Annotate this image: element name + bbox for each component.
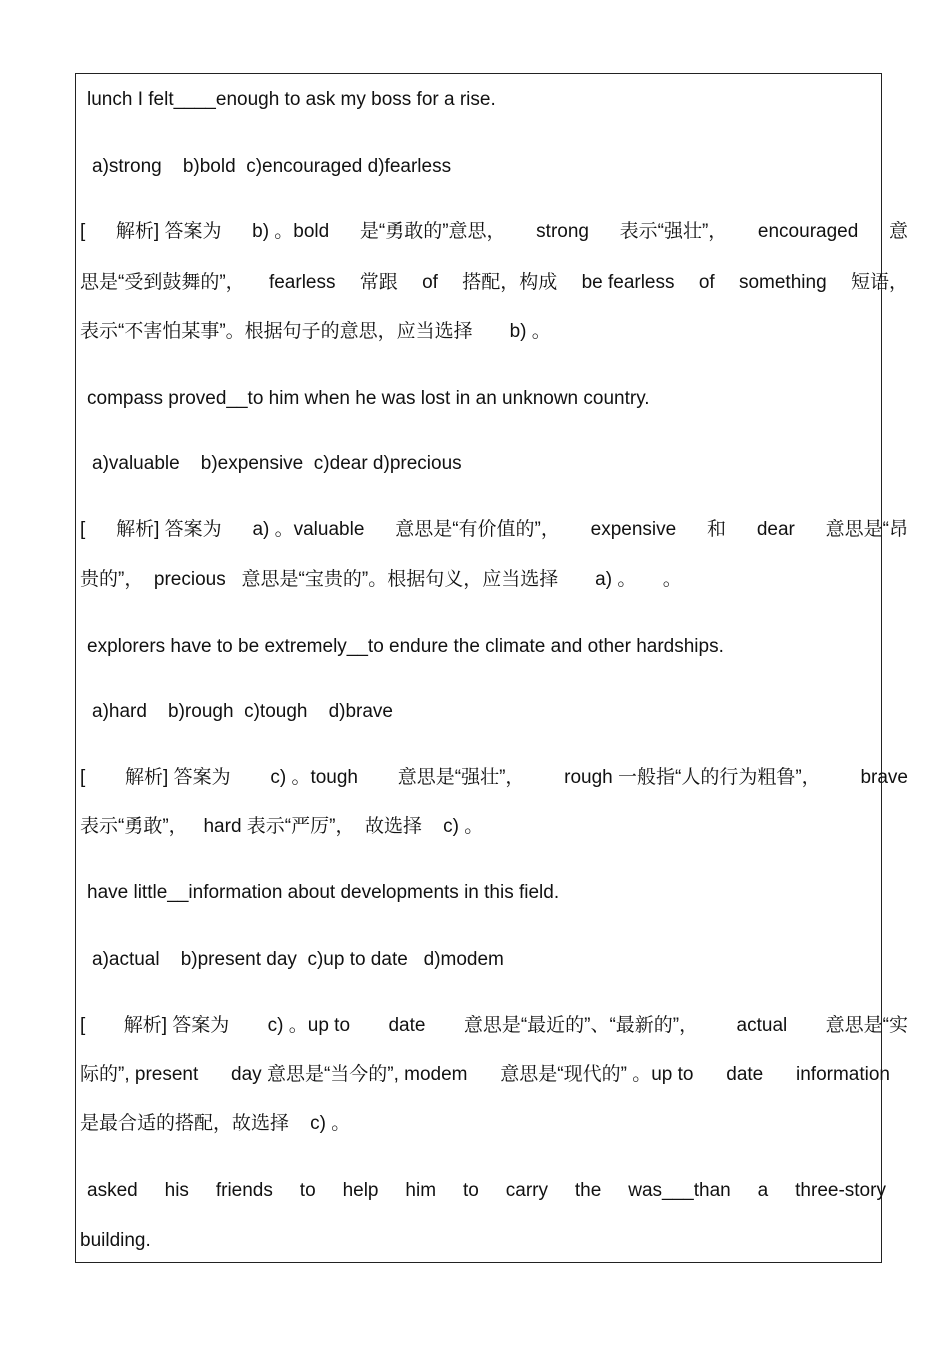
question-5-stem-continued: building. [80,1230,151,1251]
question-1-explanation-line-3: 表示“不害怕某事”。根据句子的意思，应当选择 b) 。 [80,321,551,342]
question-2-options: a)valuable b)expensive c)dear d)precious [92,453,462,474]
question-1-explanation-line-2: 思是“受到鼓舞的”， fearless 常跟 of 搭配，构成 be fearless of something 短语， [80,272,908,293]
question-2-stem: compass proved__to him when he was lost in an unknown country. [87,388,650,409]
question-3-explanation-line-2: 表示“勇敢”， hard 表示“严厉”， 故选择 c) 。 [80,816,484,837]
question-1-explanation-line-1: [ 解析] 答案为 b) 。bold 是“勇敢的”意思， strong 表示“强壮”， encouraged 意 [80,221,908,242]
question-3-stem: explorers have to be extremely__to endure the climate and other hardships. [87,636,724,657]
question-4-explanation-line-1: [ 解析] 答案为 c) 。up to date 意思是“最近的”、“最新的”， actual 意思是“实 [80,1015,908,1036]
question-5-stem: asked his friends to help him to carry the was___than a three-story [87,1180,886,1201]
question-2-explanation-line-1: [ 解析] 答案为 a) 。valuable 意思是“有价值的”， expensive 和 dear 意思是“昂 [80,519,908,540]
question-1-stem: lunch I felt____enough to ask my boss for a rise. [87,89,496,110]
question-3-explanation-line-1: [ 解析] 答案为 c) 。tough 意思是“强壮”， rough 一般指“人的行为粗鲁”， brave [80,767,908,788]
question-4-stem: have little__information about developments in this field. [87,882,560,903]
question-4-explanation-line-3: 是最合适的搭配，故选择 c) 。 [80,1113,351,1134]
question-2-explanation-line-2: 贵的”， precious 意思是“宝贵的”。根据句义，应当选择 a) 。 。 [80,569,682,590]
question-1-options: a)strong b)bold c)encouraged d)fearless [92,156,452,177]
question-3-options: a)hard b)rough c)tough d)brave [92,701,393,722]
question-4-explanation-line-2: 际的”, present day 意思是“当今的”, modem 意思是“现代的” 。up to date information [80,1064,890,1085]
question-4-options: a)actual b)present day c)up to date d)modem [92,949,504,970]
